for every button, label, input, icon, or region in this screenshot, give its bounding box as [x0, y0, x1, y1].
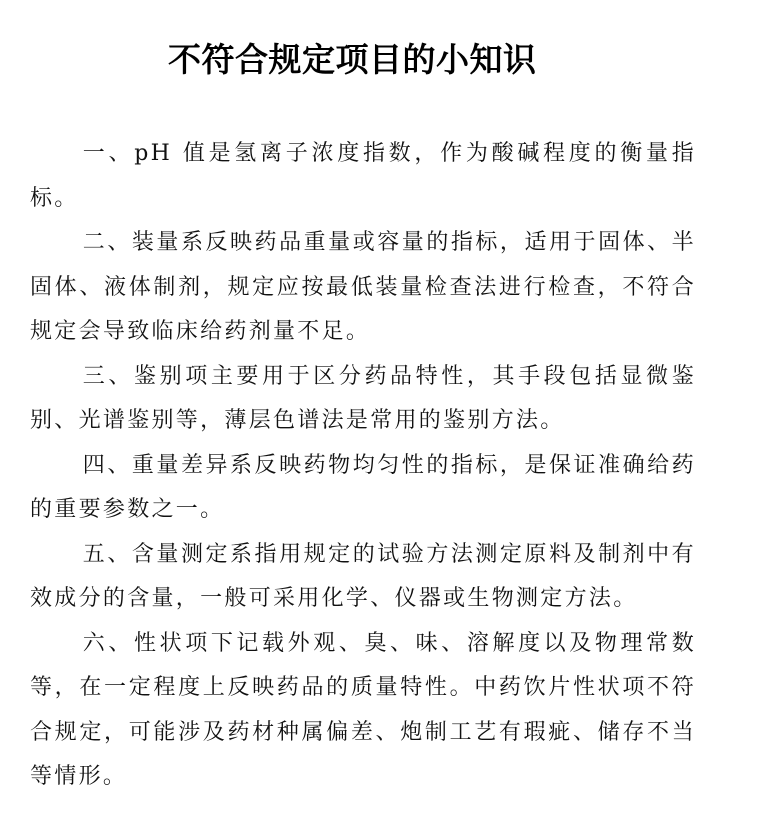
paragraph-identification: 三、鉴别项主要用于区分药品特性，其手段包括显微鉴别、光谱鉴别等，薄层色谱法是常用的鉴别方法。 [30, 363, 696, 433]
document-body [30, 132, 696, 800]
paragraph-ph-value: 一、pH 值是氢离子浓度指数，作为酸碱程度的衡量指标。 [30, 141, 696, 211]
paragraph-weight-variation: 四、重量差异系反映药物均匀性的指标，是保证准确给药的重要参数之一。 [30, 452, 696, 522]
paragraph-fill-quantity: 二、装量系反映药品重量或容量的指标，适用于固体、半固体、液体制剂，规定应按最低装量检查法进行检查，不符合规定会导致临床给药剂量不足。 [30, 230, 696, 344]
paragraph-assay: 五、含量测定系指用规定的试验方法测定原料及制剂中有效成分的含量，一般可采用化学、仪器或生物测定方法。 [30, 541, 696, 611]
document-title: 不符合规定项目的小知识 [168, 40, 537, 79]
paragraph-description: 六、性状项下记载外观、臭、味、溶解度以及物理常数等，在一定程度上反映药品的质量特性。中药饮片性状项不符合规定，可能涉及药材种属偏差、炮制工艺有瑕疵、储存不当等情形。 [30, 630, 696, 789]
